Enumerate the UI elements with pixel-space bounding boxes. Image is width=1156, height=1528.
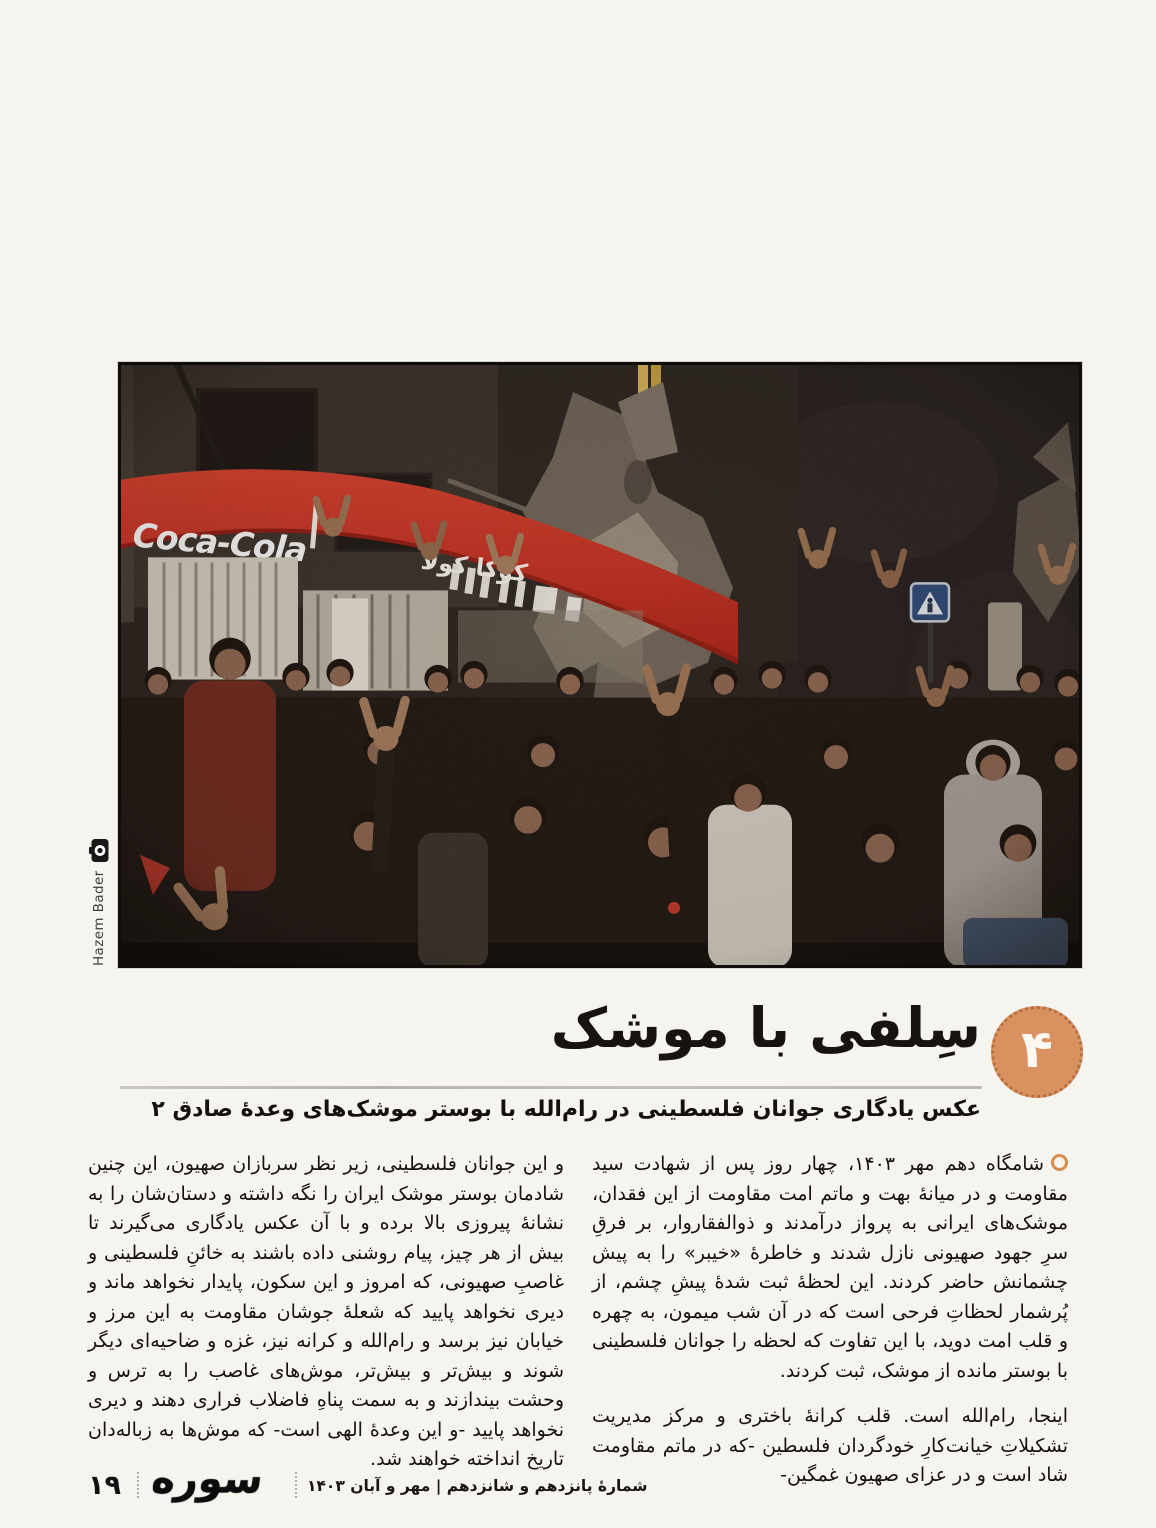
article-photo: [118, 362, 1082, 968]
footer-divider: [295, 1472, 297, 1498]
footer-divider: [137, 1472, 139, 1498]
paragraph-3: و این جوانان فلسطینی، زیر نظر سربازان صهیون، این چنین شادمان بوستر موشک ایران را نگه داشته و دستان‌شان را به نشانهٔ پیروزی بالا برده و با آن عکس یادگاری می‌گیرند تا بیش از هر چیز، پیام روشنی داده باشند به خائنِ فلسطینی و غاصبِ صهیونی، که امروز و این سکون، پایدار نخواهد ماند و دیری نخواهد پایید که شعلهٔ جوشان مقاومت به این مرز و خیابان نیز برسد و رام‌الله و کرانه نیز، غزه و ضاحیه‌ای دیگر شوند و بیش‌تر و بیش‌تر، موش‌های غاصب را به ترس و وحشت بیندازند و به سمت پناهِ فاضلاب فراری دهند و دیری نخواهد پایید -و این وعدهٔ الهی است- که موش‌ها به زباله‌دان تاریخ انداخته خواهند شد.: [88, 1153, 564, 1470]
page-number: ۱۹: [88, 1470, 121, 1501]
paragraph-bullet-icon: [1051, 1154, 1068, 1171]
column-left: [88, 1150, 564, 1507]
photo-credit-text: Hazem Bader: [91, 870, 107, 966]
headline: سِلفی با موشک: [550, 996, 981, 1060]
column-right: [592, 1150, 1068, 1507]
section-number: ۴: [1021, 1020, 1053, 1080]
section-number-badge: [991, 1006, 1083, 1098]
magazine-logo: سوره: [149, 1455, 266, 1503]
night-street-photo-illustration: [118, 362, 1082, 968]
paragraph-2: اینجا، رام‌الله است. قلب کرانهٔ باختری و مرکز مدیریت تشکیلاتِ خیانت‌کارِ خودگردان فلسطین -که در ماتم مقاومت شاد است و در عزای صهیون غمگین-: [592, 1405, 1068, 1486]
subtitle: عکس یادگاری جوانان فلسطینی در رام‌الله با بوستر موشک‌های وعدهٔ صادق ۲: [151, 1097, 981, 1122]
photo-credit: [86, 839, 112, 966]
headline-divider: [120, 1086, 982, 1089]
article-body: [88, 1150, 1068, 1507]
paragraph-1: [592, 1150, 1068, 1386]
paragraph-1-text: شامگاه دهم مهر ۱۴۰۳، چهار روز پس از شهادت سید مقاومت و در میانهٔ بهت و ماتم امت مقاومت از این فقدان، موشک‌های ایرانی به پرواز درآمدند و ذوالفقاروار، بر فرقِ سرِ جهود صهیونی نازل شدند و خاطرهٔ «خیبر» را به پیش چشمانش حاضر کردند. این لحظهٔ ثبت شدهٔ پیشِ چشم، از پُرشمار لحظاتِ فرحی است که در آن شب میمون، به چهره و قلب امت دوید، با این تفاوت که لحظه را جوانان فلسطینی با بوستر مانده از موشک، ثبت کردند.: [592, 1153, 1068, 1382]
issue-info: شمارهٔ پانزدهم و شانزدهم | مهر و آبان ۱۴۰۳: [307, 1477, 648, 1495]
camera-icon: [89, 839, 109, 862]
